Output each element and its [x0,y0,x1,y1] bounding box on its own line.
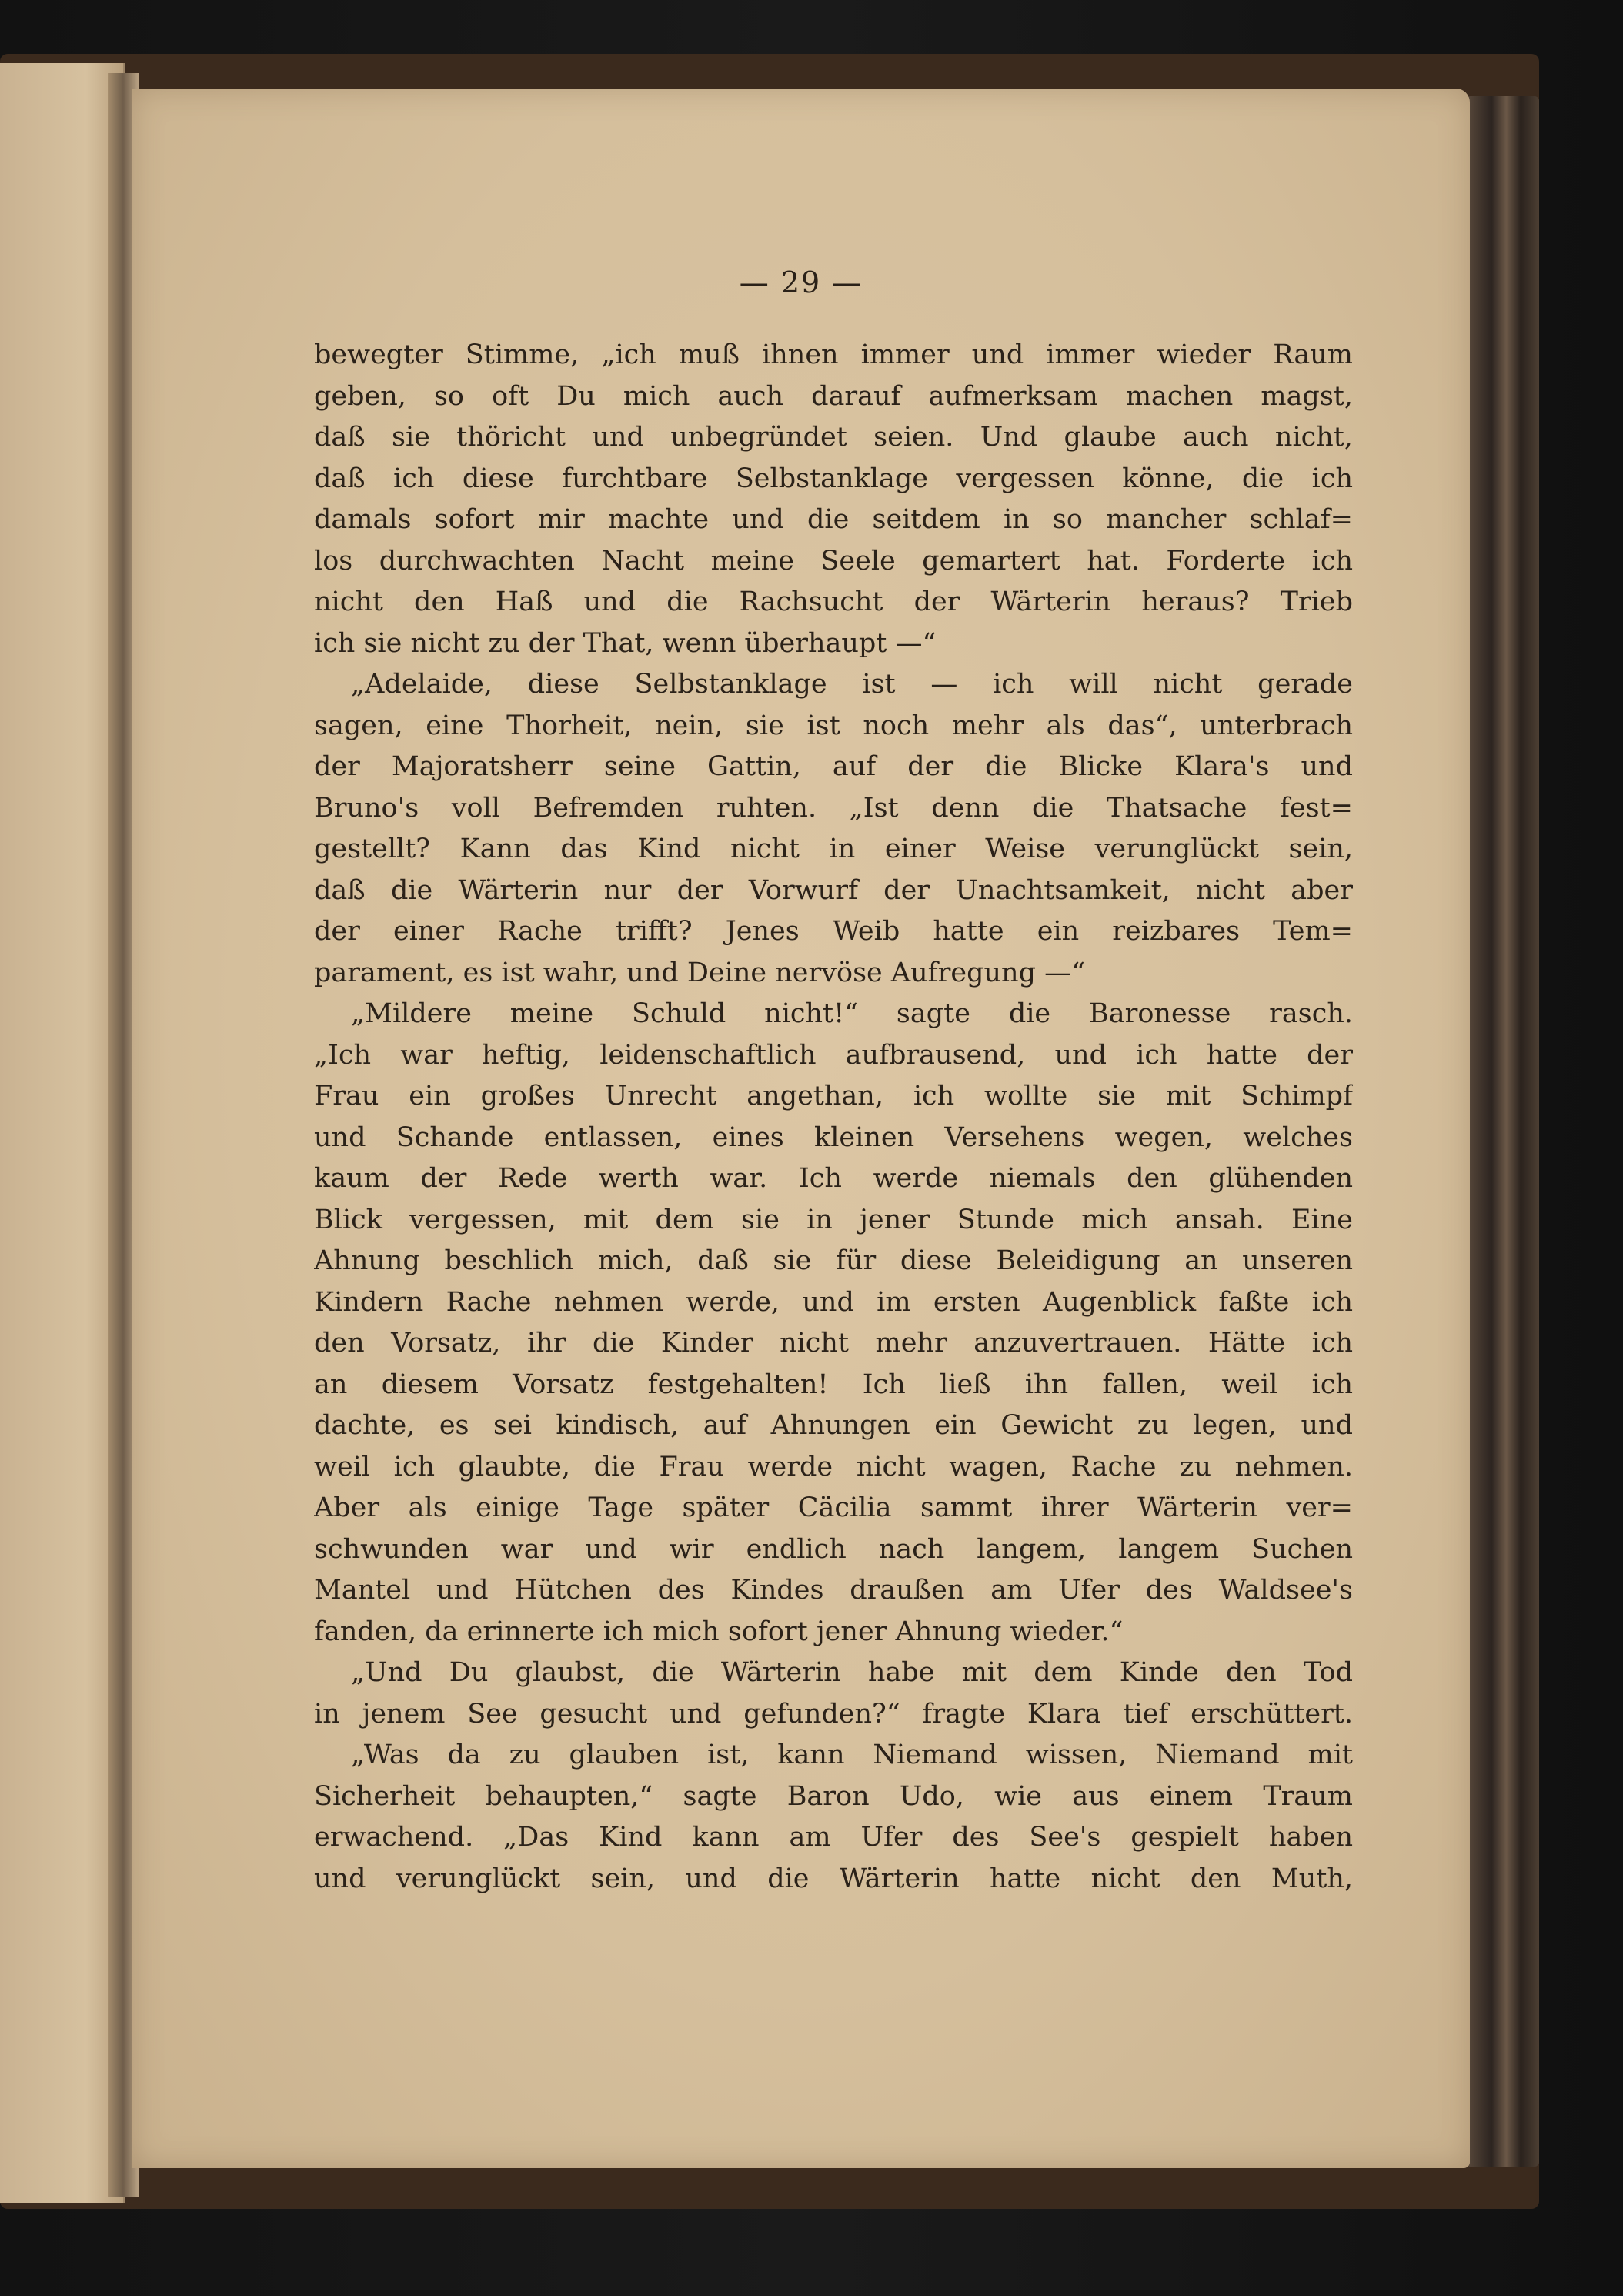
text-line: Mantel und Hütchen des Kindes draußen am Ufer des Waldsee's [314,1575,1353,1606]
text-line: Frau ein großes Unrecht angethan, ich wollte sie mit Schimpf [314,1081,1353,1111]
text-line: Bruno's voll Befremden ruhten. „Ist denn die Thatsache fest= [314,792,1353,824]
book-page [132,89,1470,2168]
text-line: „Mildere meine Schuld nicht!“ sagte die Baronesse rasch. [351,998,1353,1029]
page-number: — 29 — [739,266,863,299]
text-line: „Adelaide, diese Selbstanklage ist — ich will nicht gerade [351,669,1353,700]
page-edge-stack [1466,96,1539,2167]
text-line: der einer Rache trifft? Jenes Weib hatte ein reizbares Tem= [314,916,1353,947]
text-line: in jenem See gesucht und gefunden?“ fragte Klara tief erschüttert. [314,1698,1353,1730]
text-line: Kindern Rache nehmen werde, und im ersten Augenblick faßte ich [314,1286,1353,1318]
text-line: „Und Du glaubst, die Wärterin habe mit dem Kinde den Tod [351,1657,1353,1688]
text-line: bewegter Stimme, „ich muß ihnen immer und immer wieder Raum [314,339,1353,370]
text-line: geben, so oft Du mich auch darauf aufmerksam machen magst, [314,380,1353,412]
text-line: kaum der Rede werth war. Ich werde niemals den glühenden [314,1163,1353,1194]
text-line: und Schande entlassen, eines kleinen Versehens wegen, welches [314,1121,1353,1153]
text-line: ich sie nicht zu der That, wenn überhaupt —“ [314,627,937,659]
text-line: Aber als einige Tage später Cäcilia sammt ihrer Wärterin ver= [314,1492,1353,1523]
text-line: fanden, da erinnerte ich mich sofort jener Ahnung wieder.“ [314,1616,1124,1647]
text-line: daß sie thöricht und unbegründet seien. Und glaube auch nicht, [314,422,1353,453]
text-line: parament, es ist wahr, und Deine nervöse Aufregung —“ [314,957,1085,988]
text-line: den Vorsatz, ihr die Kinder nicht mehr anzuvertrauen. Hätte ich [314,1328,1353,1359]
text-line: und verunglückt sein, und die Wärterin hatte nicht den Muth, [314,1863,1353,1894]
text-line: dachte, es sei kindisch, auf Ahnungen ein Gewicht zu legen, und [314,1410,1353,1441]
text-line: daß ich diese furchtbare Selbstanklage vergessen könne, die ich [314,463,1353,494]
text-line: los durchwachten Nacht meine Seele gemartert hat. Forderte ich [314,545,1353,577]
text-line: Sicherheit behaupten,“ sagte Baron Udo, wie aus einem Traum [314,1780,1353,1812]
text-line: daß die Wärterin nur der Vorwurf der Unachtsamkeit, nicht aber [314,874,1353,906]
facing-page-edge [0,63,125,2203]
text-line: der Majoratsherr seine Gattin, auf der die Blicke Klara's und [314,751,1353,782]
text-line: erwachend. „Das Kind kann am Ufer des See's gespielt haben [314,1822,1353,1853]
text-line: schwunden war und wir endlich nach langem, langem Suchen [314,1533,1353,1565]
text-line: weil ich glaubte, die Frau werde nicht wagen, Rache zu nehmen. [314,1451,1353,1482]
text-line: an diesem Vorsatz festgehalten! Ich ließ ihn fallen, weil ich [314,1369,1353,1400]
text-line: „Was da zu glauben ist, kann Niemand wissen, Niemand mit [351,1740,1353,1770]
text-line: Ahnung beschlich mich, daß sie für diese Beleidigung an unseren [314,1245,1353,1276]
text-line: nicht den Haß und die Rachsucht der Wärterin heraus? Trieb [314,587,1353,617]
text-line: Blick vergessen, mit dem sie in jener Stunde mich ansah. Eine [314,1204,1353,1235]
text-line: „Ich war heftig, leidenschaftlich aufbrausend, und ich hatte der [314,1039,1353,1071]
text-line: sagen, eine Thorheit, nein, sie ist noch mehr als das“, unterbrach [314,710,1353,741]
page-text [314,335,1353,1900]
text-line: damals sofort mir machte und die seitdem in so mancher schlaf= [314,504,1353,535]
text-line: gestellt? Kann das Kind nicht in einer Weise verunglückt sein, [314,834,1353,864]
